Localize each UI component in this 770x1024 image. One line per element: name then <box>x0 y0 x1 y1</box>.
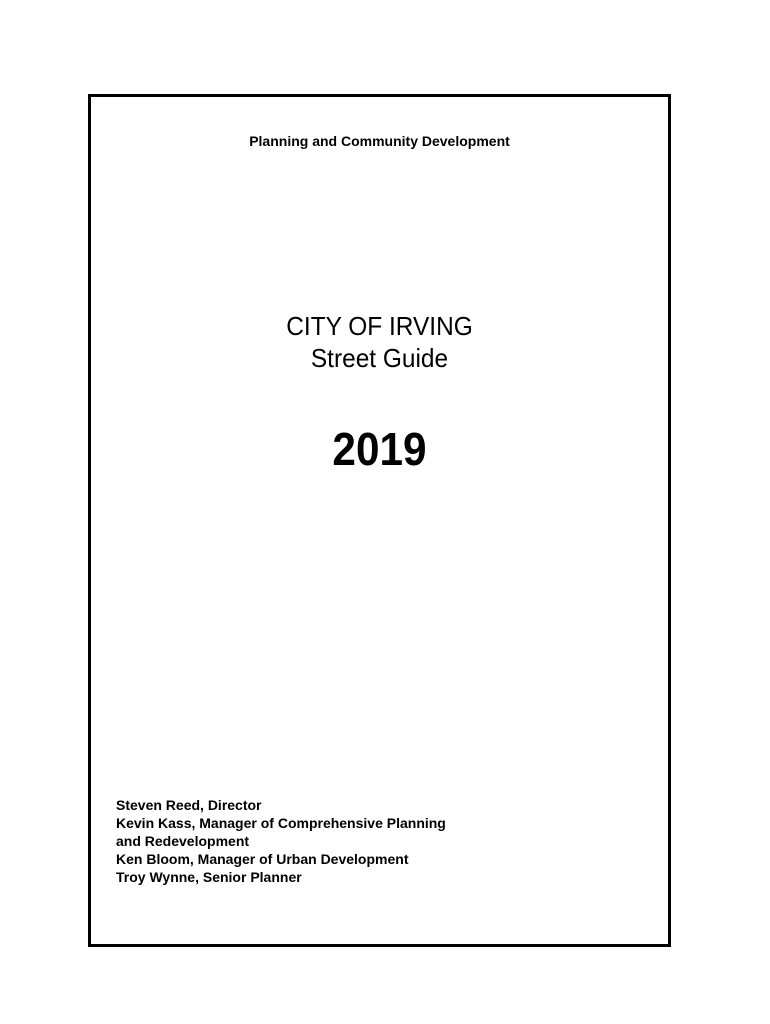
staff-line: Kevin Kass, Manager of Comprehensive Planning <box>116 815 446 831</box>
publication-year: 2019 <box>332 423 427 475</box>
city-name: CITY OF IRVING <box>286 311 473 341</box>
guide-name: Street Guide <box>310 343 449 373</box>
staff-list <box>116 796 446 886</box>
cover-frame <box>88 94 671 947</box>
staff-line: and Redevelopment <box>116 833 250 849</box>
department-name: Planning and Community Development <box>249 133 510 149</box>
staff-line: Troy Wynne, Senior Planner <box>116 869 302 885</box>
staff-line: Steven Reed, Director <box>116 797 262 813</box>
staff-line: Ken Bloom, Manager of Urban Development <box>116 851 409 867</box>
document-title <box>91 310 668 374</box>
